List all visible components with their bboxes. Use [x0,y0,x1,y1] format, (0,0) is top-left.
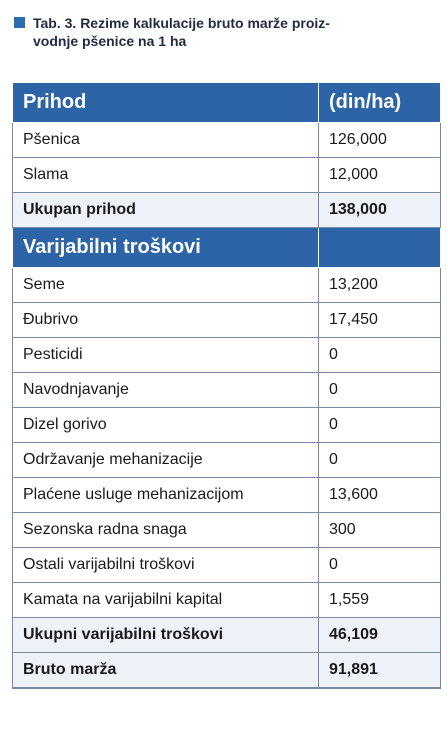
row-value: 126,000 [319,123,441,158]
row-label: Dizel gorivo [13,408,319,443]
table-row [13,408,441,443]
row-label: Kamata na varijabilni kapital [13,583,319,618]
total-variable-costs-row [13,618,441,653]
row-label: Pšenica [13,123,319,158]
row-value: 46,109 [319,618,441,653]
table-caption [14,14,439,50]
row-label: Sezonska radna snaga [13,513,319,548]
variable-costs-header-row [13,228,441,268]
revenue-header-row [13,83,441,123]
table-row [13,478,441,513]
row-value: 138,000 [319,193,441,228]
row-label: Ukupni varijabilni troškovi [13,618,319,653]
row-value: 0 [319,548,441,583]
table-row [13,268,441,303]
row-label: Đubrivo [13,303,319,338]
row-value: 0 [319,443,441,478]
table-row [13,513,441,548]
row-value: 0 [319,373,441,408]
table-row [13,158,441,193]
gross-margin-table [12,82,441,689]
caption-text: Tab. 3. Rezime kalkulacije bruto marže proiz- vodnje pšenice na 1 ha [33,15,330,49]
unit-header-label: (din/ha) [319,83,441,123]
row-value: 0 [319,408,441,443]
row-value: 300 [319,513,441,548]
row-value: 13,200 [319,268,441,303]
table-row [13,548,441,583]
row-label: Navodnjavanje [13,373,319,408]
row-label: Pesticidi [13,338,319,373]
row-label: Održavanje mehanizacije [13,443,319,478]
row-label: Seme [13,268,319,303]
table-row [13,443,441,478]
variable-costs-header-label: Varijabilni troškovi [13,228,319,268]
gross-margin-row [13,653,441,688]
total-revenue-row [13,193,441,228]
table-row [13,303,441,338]
row-label: Plaćene usluge mehanizacijom [13,478,319,513]
table-row [13,373,441,408]
table-row [13,583,441,618]
variable-costs-header-unit [319,228,441,268]
table-row [13,338,441,373]
row-label: Slama [13,158,319,193]
row-label: Ostali varijabilni troškovi [13,548,319,583]
revenue-header-label: Prihod [13,83,319,123]
row-value: 0 [319,338,441,373]
row-label: Bruto marža [13,653,319,688]
row-value: 13,600 [319,478,441,513]
row-value: 17,450 [319,303,441,338]
caption-bullet-icon [14,17,25,28]
row-value: 12,000 [319,158,441,193]
row-value: 1,559 [319,583,441,618]
row-label: Ukupan prihod [13,193,319,228]
table-row [13,123,441,158]
row-value: 91,891 [319,653,441,688]
